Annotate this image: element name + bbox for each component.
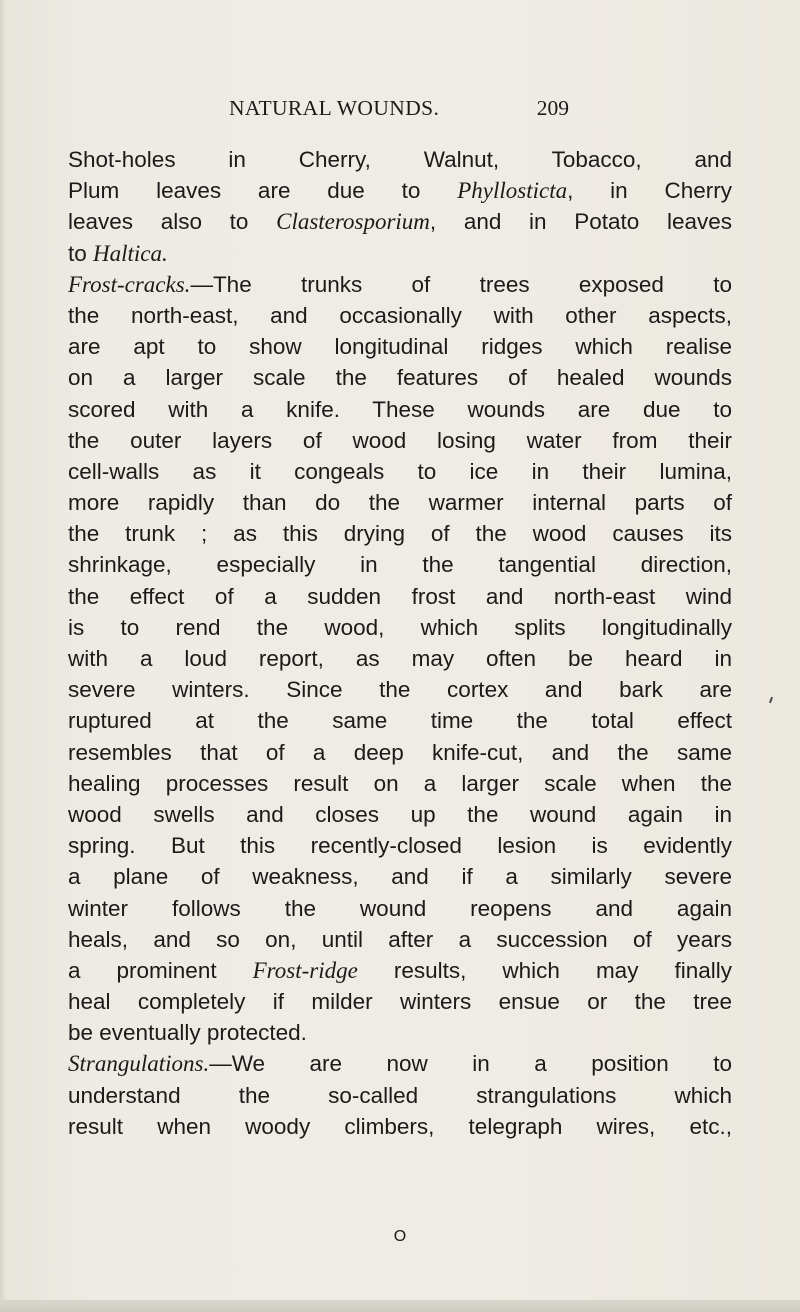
italic-term: Frost-cracks. (68, 271, 191, 297)
text-run: leaves also to (68, 209, 277, 235)
italic-term: Strangulations. (68, 1051, 210, 1077)
text-run: wood swells and closes up the wound again in (68, 801, 732, 827)
text-line (68, 1048, 732, 1079)
text-run: to (68, 240, 94, 266)
text-run: resembles that of a deep knife-cut, and the same (68, 739, 732, 765)
text-line (68, 549, 732, 580)
text-line (68, 643, 732, 674)
italic-term: Frost-ridge (252, 957, 358, 983)
text-line (68, 861, 732, 892)
text-line (68, 238, 732, 269)
text-line (68, 394, 732, 425)
paper-speck (769, 697, 773, 703)
text-line (68, 1017, 732, 1048)
text-line (68, 768, 732, 799)
text-run: healing processes result on a larger scale when the (68, 770, 732, 796)
text-line (68, 581, 732, 612)
text-line (68, 830, 732, 861)
text-run: results, which may finally (357, 957, 732, 983)
text-run: a plane of weakness, and if a similarly severe (68, 864, 732, 890)
text-line (68, 487, 732, 518)
text-line (68, 737, 732, 768)
text-line (68, 955, 732, 986)
text-run: cell-walls as it congeals to ice in their lumina, (68, 458, 732, 484)
text-line (68, 269, 732, 300)
page-number: 209 (536, 96, 569, 120)
text-line (68, 206, 732, 237)
text-run: shrinkage, especially in the tangential direction, (68, 552, 732, 578)
italic-term: Haltica. (93, 240, 168, 266)
text-run: —We are now in a position to (209, 1051, 732, 1077)
running-head: NATURAL WOUNDS. (229, 96, 440, 120)
text-line (68, 893, 732, 924)
text-line (68, 144, 732, 175)
text-run: Shot-holes in Cherry, Walnut, Tobacco, and (68, 147, 732, 172)
page-edge (0, 1300, 800, 1312)
text-run: spring. But this recently-closed lesion is evidently (68, 833, 732, 859)
italic-term: Phyllosticta (457, 178, 568, 204)
text-run: understand the so-called strangulations which (68, 1082, 732, 1108)
text-line (68, 425, 732, 456)
text-run: —The trunks of trees exposed to (190, 271, 732, 297)
text-run: more rapidly than do the warmer internal parts of (68, 490, 732, 516)
text-run: the effect of a sudden frost and north-east wind (68, 583, 732, 609)
text-line (68, 612, 732, 643)
gutter-shadow (0, 0, 6, 1312)
text-run: ruptured at the same time the total effect (68, 708, 732, 734)
text-line (68, 331, 732, 362)
text-line (68, 674, 732, 705)
text-line (68, 175, 732, 206)
text-line (68, 705, 732, 736)
text-line (68, 456, 732, 487)
signature-mark: O (393, 1228, 407, 1245)
text-line (68, 1080, 732, 1111)
text-run: severe winters. Since the cortex and bark are (68, 677, 732, 703)
text-run: the trunk ; as this drying of the wood causes its (68, 521, 732, 547)
text-line (68, 362, 732, 393)
text-run: , in Cherry (567, 178, 733, 204)
text-run: heals, and so on, until after a succession of years (68, 926, 732, 952)
text-line (68, 300, 732, 331)
text-run: on a larger scale the features of healed wounds (68, 365, 732, 391)
text-run: be eventually protected. (68, 1020, 307, 1046)
body-text (68, 144, 732, 1142)
text-line (68, 924, 732, 955)
text-run: the outer layers of wood losing water from their (68, 427, 732, 453)
text-run: a prominent (68, 957, 253, 983)
text-line (68, 986, 732, 1017)
text-run: the north-east, and occasionally with other aspects, (68, 302, 732, 328)
text-run: result when woody climbers, telegraph wires, etc., (68, 1113, 732, 1139)
text-run: are apt to show longitudinal ridges which realise (68, 334, 732, 360)
text-run: Plum leaves are due to (68, 178, 458, 204)
text-run: with a loud report, as may often be heard in (68, 646, 732, 671)
text-run: heal completely if milder winters ensue or the tree (68, 989, 732, 1015)
text-run: is to rend the wood, which splits longitudinally (68, 614, 732, 640)
text-line (68, 518, 732, 549)
text-line (68, 799, 732, 830)
text-run: , and in Potato leaves (429, 209, 732, 235)
page-header (229, 96, 569, 128)
text-run: scored with a knife. These wounds are due to (68, 396, 732, 422)
italic-term: Clasterosporium (276, 209, 430, 235)
text-line (68, 1111, 732, 1142)
text-run: winter follows the wound reopens and again (68, 895, 732, 921)
